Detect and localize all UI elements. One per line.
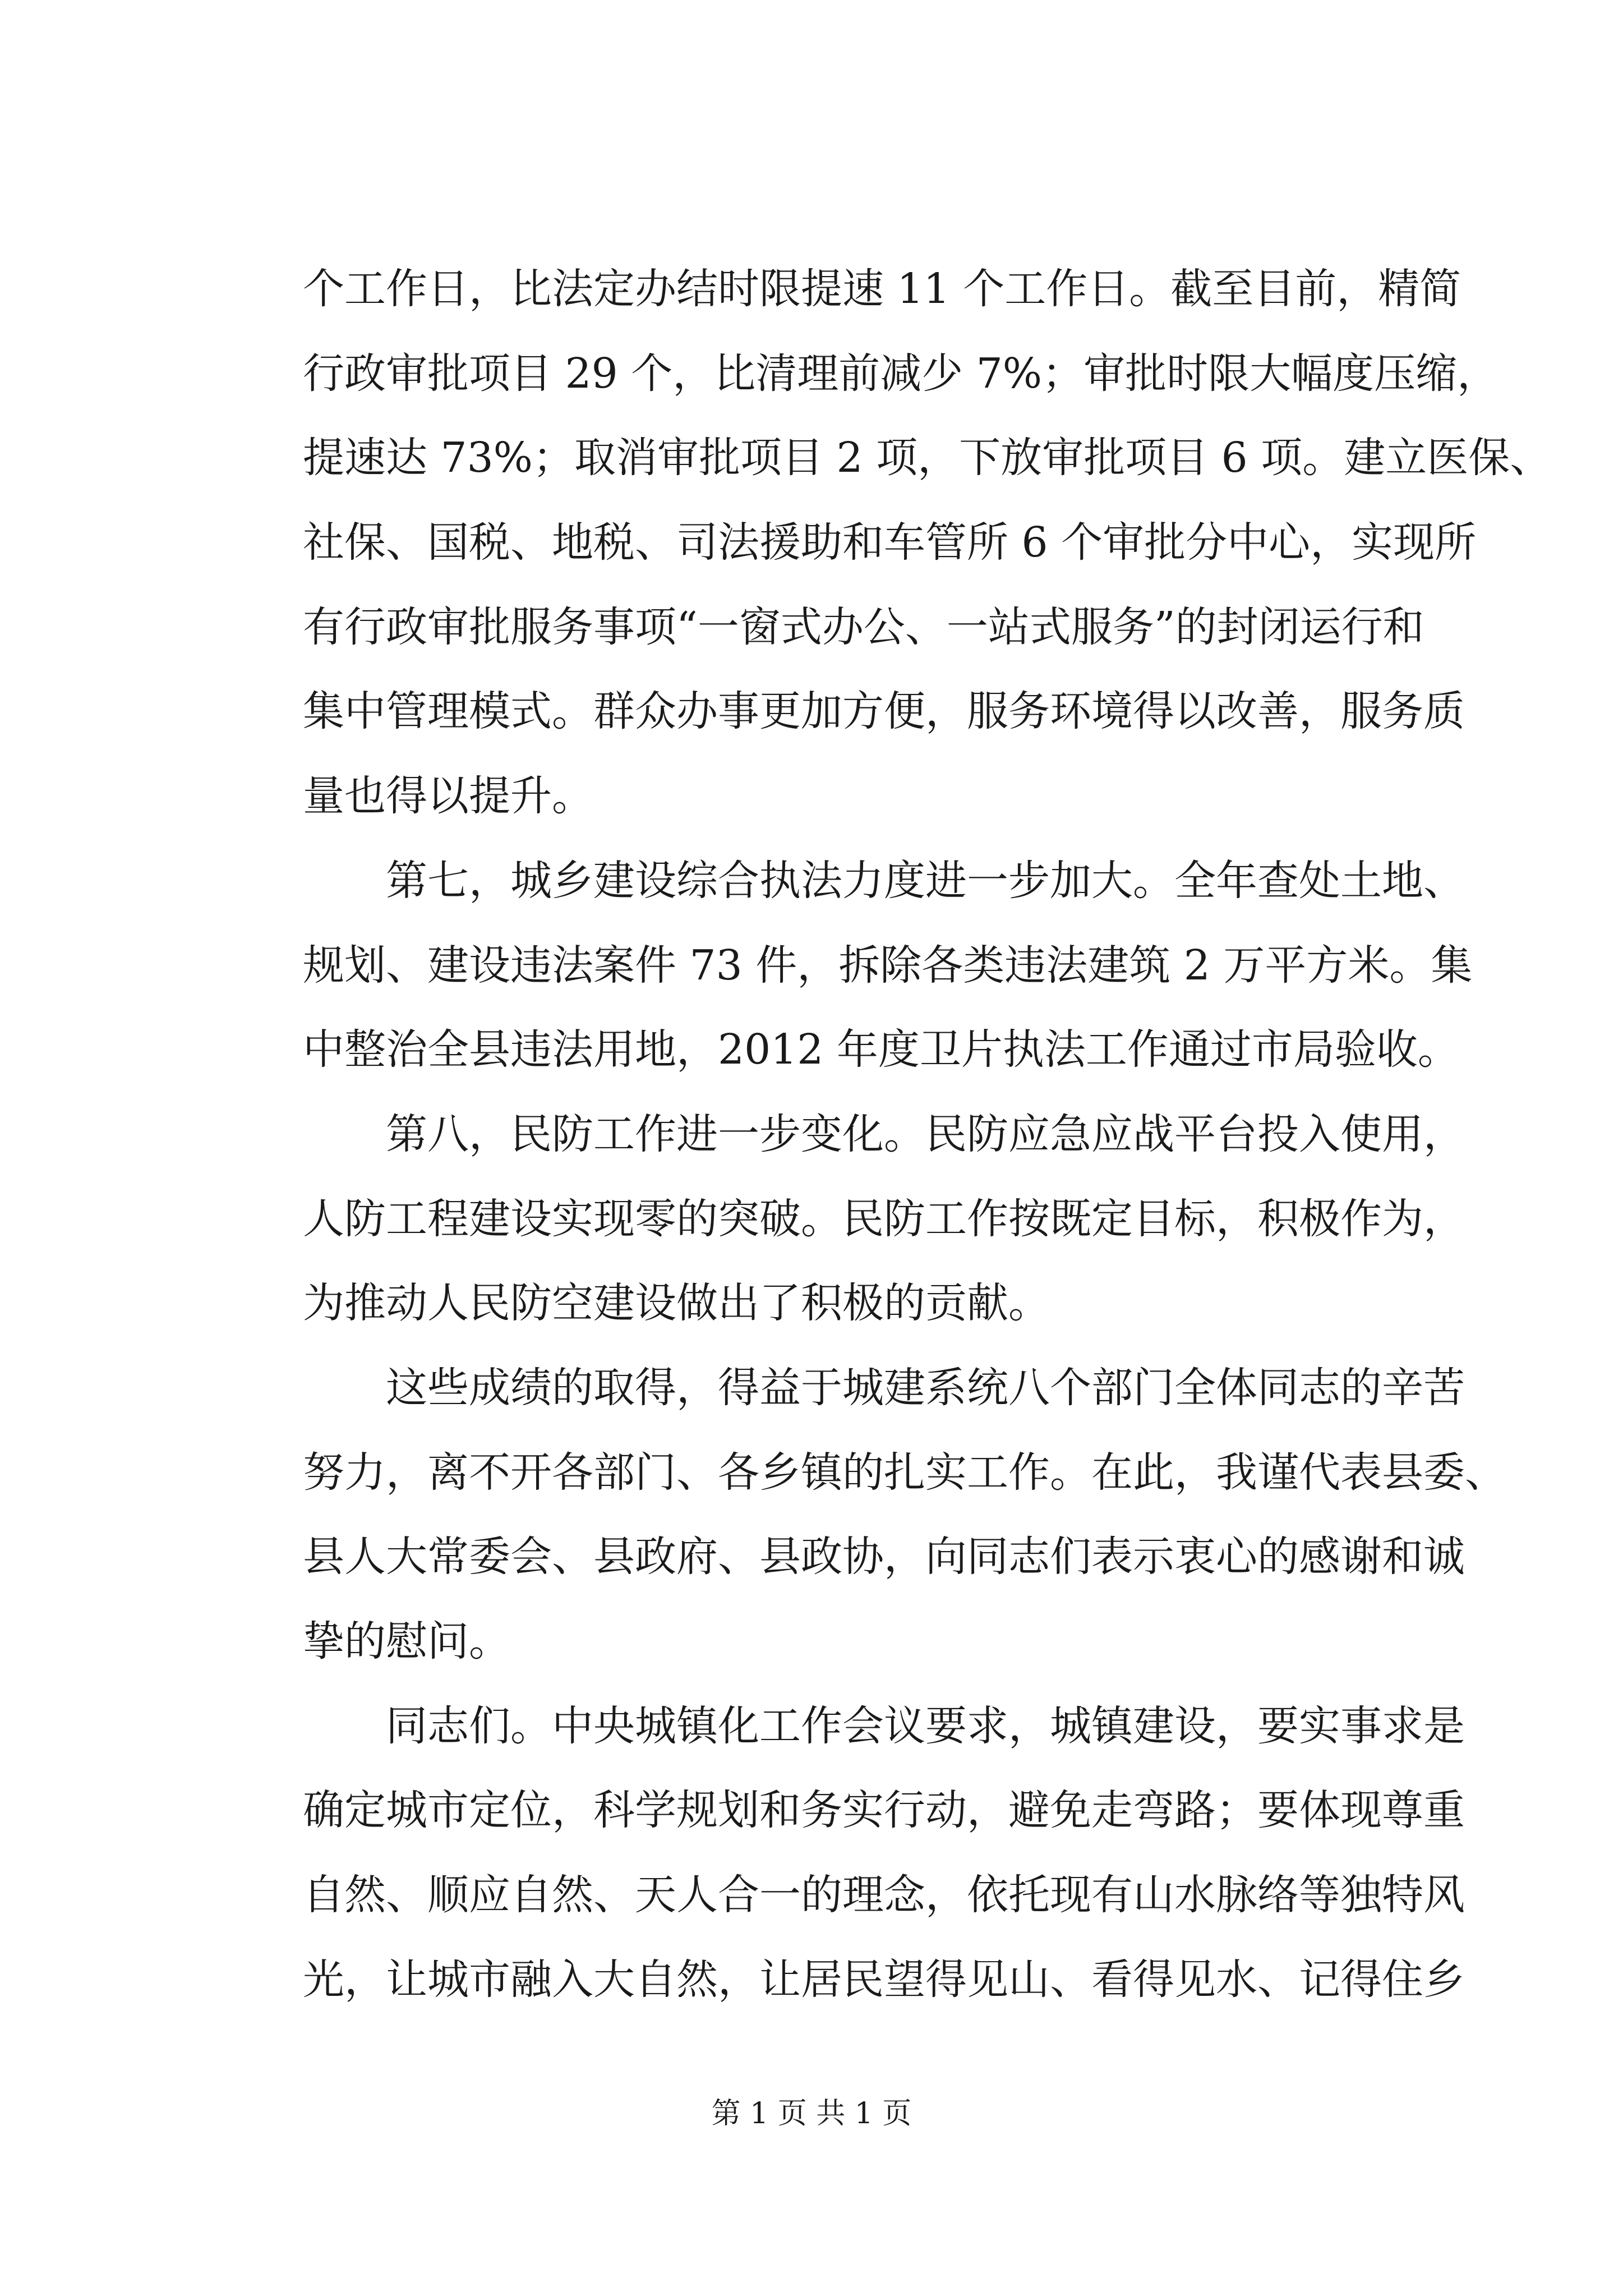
text-line: 行政审批项目 29 个，比清理前减少 7%；审批时限大幅度压缩， <box>303 349 1499 398</box>
text-line: 中整治全县违法用地，2012 年度卫片执法工作通过市局验收。 <box>303 1025 1459 1074</box>
text-line: 提速达 73%；取消审批项目 2 项，下放审批项目 6 项。建立医保、 <box>303 434 1552 482</box>
text-line: 社保、国税、地税、司法援助和车管所 6 个审批分中心，实现所 <box>303 518 1477 567</box>
text-line: 同志们。中央城镇化工作会议要求，城镇建设，要实事求是 <box>386 1701 1465 1750</box>
text-line: 这些成绩的取得，得益于城建系统八个部门全体同志的辛苦 <box>386 1363 1465 1412</box>
text-line: 第七，城乡建设综合执法力度进一步加大。全年查处土地、 <box>386 856 1465 905</box>
text-line: 集中管理模式。群众办事更加方便，服务环境得以改善，服务质 <box>303 687 1465 736</box>
document-body <box>303 247 1552 2022</box>
text-line: 有行政审批服务事项“一窗式办公、一站式服务”的封闭运行和 <box>303 602 1424 651</box>
text-line: 人防工程建设实现零的突破。民防工作按既定目标，积极作为， <box>303 1194 1465 1243</box>
text-line: 努力，离不开各部门、各乡镇的扎实工作。在此，我谨代表县委、 <box>303 1448 1506 1497</box>
text-line: 个工作日，比法定办结时限提速 11 个工作日。截至目前，精简 <box>303 265 1461 313</box>
text-line: 自然、顺应自然、天人合一的理念，依托现有山水脉络等独特风 <box>303 1871 1465 1920</box>
text-line: 确定城市定位，科学规划和务实行动，避免走弯路；要体现尊重 <box>303 1786 1465 1835</box>
text-line: 挚的慰问。 <box>303 1617 510 1665</box>
text-line: 第八，民防工作进一步变化。民防应急应战平台投入使用， <box>386 1110 1465 1158</box>
text-line: 为推动人民防空建设做出了积极的贡献。 <box>303 1279 1050 1328</box>
text-line: 光，让城市融入大自然，让居民望得见山、看得见水、记得住乡 <box>303 1955 1465 2004</box>
text-line: 规划、建设违法案件 73 件，拆除各类违法建筑 2 万平方米。集 <box>303 941 1473 990</box>
page-footer: 第 1 页 共 1 页 <box>711 2097 912 2131</box>
text-line: 县人大常委会、县政府、县政协，向同志们表示衷心的感谢和诚 <box>303 1533 1465 1581</box>
text-line: 量也得以提升。 <box>303 772 593 821</box>
